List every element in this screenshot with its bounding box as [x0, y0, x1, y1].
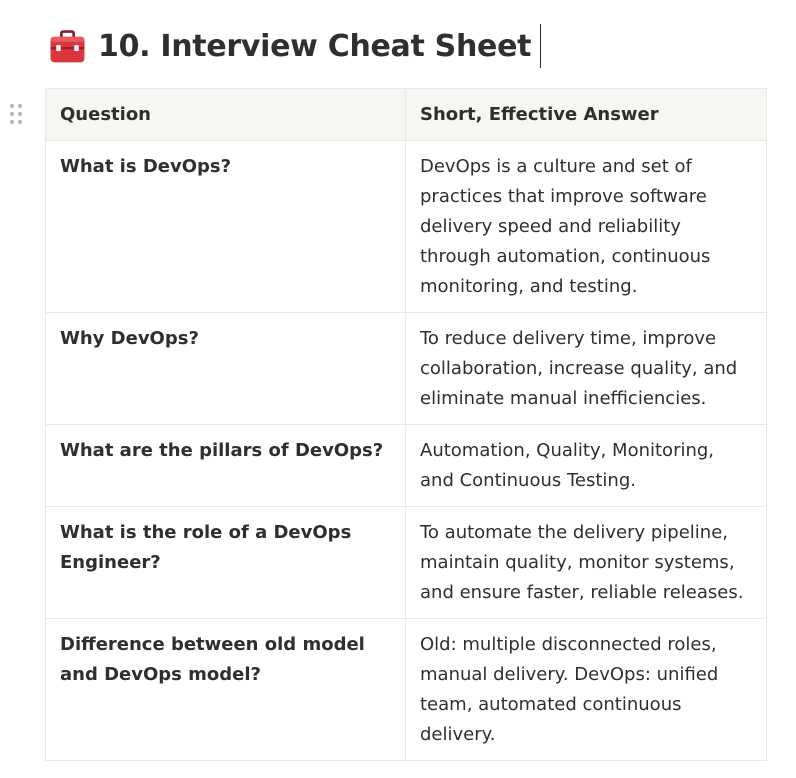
toolbox-icon [49, 28, 86, 65]
table-row [46, 507, 767, 619]
page-title[interactable]: 10. Interview Cheat Sheet [98, 28, 532, 64]
block-drag-handle-icon[interactable] [9, 103, 25, 127]
table-row [46, 619, 767, 761]
question-cell[interactable]: What is the role of a DevOps Engineer? [46, 507, 406, 619]
answer-cell[interactable]: Old: multiple disconnected roles, manual delivery. DevOps: unified team, automated continuous delivery. [406, 619, 767, 761]
text-cursor [540, 24, 541, 68]
table-header-row [46, 89, 767, 141]
page-heading [49, 22, 541, 70]
column-header-question[interactable]: Question [46, 89, 406, 141]
table-row [46, 313, 767, 425]
column-header-answer[interactable]: Short, Effective Answer [406, 89, 767, 141]
answer-cell[interactable]: DevOps is a culture and set of practices that improve software delivery speed and reliability through automation, continuous monitoring, and testing. [406, 141, 767, 313]
table-row [46, 141, 767, 313]
answer-cell[interactable]: To reduce delivery time, improve collaboration, increase quality, and eliminate manual inefficiencies. [406, 313, 767, 425]
question-cell[interactable]: Difference between old model and DevOps model? [46, 619, 406, 761]
cheat-sheet-table [45, 88, 767, 761]
answer-cell[interactable]: To automate the delivery pipeline, maintain quality, monitor systems, and ensure faster, reliable releases. [406, 507, 767, 619]
table-row [46, 425, 767, 507]
question-cell[interactable]: What are the pillars of DevOps? [46, 425, 406, 507]
question-cell[interactable]: Why DevOps? [46, 313, 406, 425]
answer-cell[interactable]: Automation, Quality, Monitoring, and Continuous Testing. [406, 425, 767, 507]
question-cell[interactable]: What is DevOps? [46, 141, 406, 313]
